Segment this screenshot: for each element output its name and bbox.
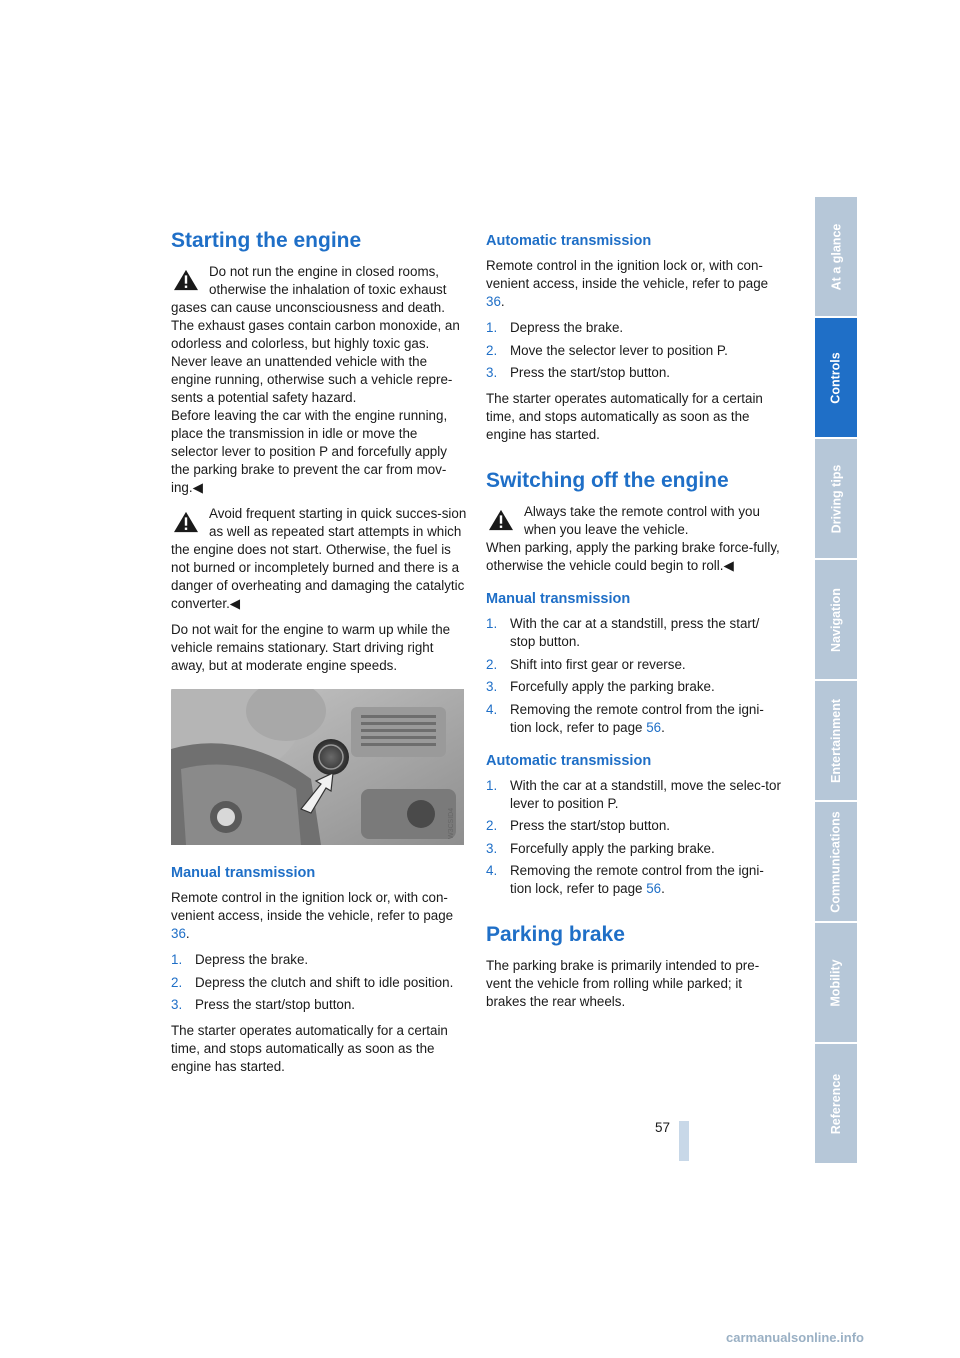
right-column — [486, 231, 782, 1019]
list-item: 1. With the car at a standstill, press the start/ stop button. — [486, 616, 760, 649]
manual-steps-list — [171, 951, 467, 1014]
warning-text: Always take the remote control with you when you leave the vehicle. — [524, 504, 760, 537]
warning-triangle-icon — [486, 508, 516, 532]
paragraph-auto-outro: The starter operates automatically for a certain time, and stops automatically as soon as the engine has started. — [486, 391, 763, 442]
paragraph-manual-outro: The starter operates automatically for a certain time, and stops automatically as soon as the engine has started. — [171, 1023, 448, 1074]
tab-controls[interactable]: Controls — [815, 318, 857, 437]
warning-text: Avoid frequent starting in quick succes-sion as well as repeated start attempts in which the engine does not start. Otherwise, the fuel is not burned or incompletely burned and there is a danger of overheating and damaging the catalytic converter.◀ — [171, 506, 467, 611]
section-title-starting: Starting the engine — [171, 229, 362, 252]
list-item: 4. Removing the remote control from the igni-tion lock, refer to page 56. — [486, 863, 764, 896]
chapter-tabs — [815, 197, 857, 1165]
warning-block-exhaust — [171, 263, 467, 497]
warning-text: Do not run the engine in closed rooms, otherwise the inhalation of toxic exhaust gases can cause unconsciousness and death. The exhaust gases contain carbon monoxide, an odorless and colorless, but highly toxic gas. Never leave an unattended vehicle with the engine running, otherwise such a vehicle repre-sents a potential safety hazard. — [171, 264, 460, 405]
page-link[interactable]: 36 — [171, 926, 186, 941]
warning-text: Before leaving the car with the engine running, place the transmission in idle or move the selector lever to position P and forcefully apply the parking brake to prevent the car from mov-ing.◀ — [171, 408, 448, 495]
paragraph-manual-intro: Remote control in the ignition lock or, with con-venient access, inside the vehicle, refer to page 36. — [171, 890, 454, 941]
list-item: 1. With the car at a standstill, move the selec-tor lever to position P. — [486, 777, 781, 811]
heading-manual-transmission: Manual transmission — [171, 865, 316, 881]
paragraph-warmup: Do not wait for the engine to warm up while the vehicle remains stationary. Start driving right away, but at moderate engine speeds. — [171, 622, 451, 673]
tab-reference[interactable]: Reference — [815, 1044, 857, 1163]
list-item: 2. Press the start/stop button. — [486, 818, 671, 833]
tab-entertainment[interactable]: Entertainment — [815, 681, 857, 800]
section-title-parking-brake: Parking brake — [486, 923, 625, 946]
footer-watermark: carmanualsonline.info — [726, 1330, 864, 1345]
tab-communications[interactable]: Communications — [815, 802, 857, 921]
warning-block-starting — [171, 505, 467, 613]
tab-mobility[interactable]: Mobility — [815, 923, 857, 1042]
auto-steps-list — [486, 319, 782, 382]
page-link[interactable]: 56 — [646, 719, 662, 735]
list-item: 1. Depress the brake. — [171, 952, 309, 967]
dashboard-illustration — [171, 689, 464, 845]
warning-block-remote — [486, 503, 782, 575]
list-item: 1. Depress the brake. — [486, 320, 624, 335]
paragraph-parking-brake: The parking brake is primarily intended to pre-vent the vehicle from rolling while parked; it brakes the rear wheels. — [486, 958, 760, 1009]
list-item: 2. Move the selector lever to position P. — [486, 342, 728, 358]
off-manual-steps-list — [486, 615, 782, 737]
start-stop-button-photo — [171, 689, 464, 845]
heading-off-manual: Manual transmission — [486, 591, 631, 607]
list-item: 2. Depress the clutch and shift to idle position. — [171, 974, 454, 990]
page-number: 57 — [655, 1120, 671, 1135]
off-auto-steps-list — [486, 777, 782, 899]
warning-text: When parking, apply the parking brake force-fully, otherwise the vehicle could begin to roll.◀ — [486, 540, 780, 573]
page-link[interactable]: 36 — [486, 294, 501, 309]
page-number-bar — [679, 1121, 689, 1161]
tab-at-a-glance[interactable]: At a glance — [815, 197, 857, 316]
heading-automatic-transmission: Automatic transmission — [486, 233, 652, 249]
heading-off-automatic: Automatic transmission — [486, 752, 652, 769]
tab-driving-tips[interactable]: Driving tips — [815, 439, 857, 558]
left-column — [171, 228, 467, 1084]
section-title-switching-off: Switching off the engine — [486, 469, 729, 492]
list-item: 3. Press the start/stop button. — [486, 365, 671, 380]
list-item: 4. Removing the remote control from the igni-tion lock, refer to page 56. — [486, 701, 764, 735]
list-item: 3. Press the start/stop button. — [171, 997, 356, 1012]
paragraph-auto-intro: Remote control in the ignition lock or, with con-venient access, inside the vehicle, refer to page 36. — [486, 258, 769, 309]
list-item: 3. Forcefully apply the parking brake. — [486, 840, 715, 856]
warning-triangle-icon — [171, 510, 201, 534]
list-item: 3. Forcefully apply the parking brake. — [486, 679, 715, 694]
image-code: W3CSID4 — [448, 807, 455, 839]
tab-navigation[interactable]: Navigation — [815, 560, 857, 679]
list-item: 2. Shift into first gear or reverse. — [486, 656, 686, 672]
warning-triangle-icon — [171, 268, 201, 292]
page-link[interactable]: 56 — [646, 881, 662, 896]
